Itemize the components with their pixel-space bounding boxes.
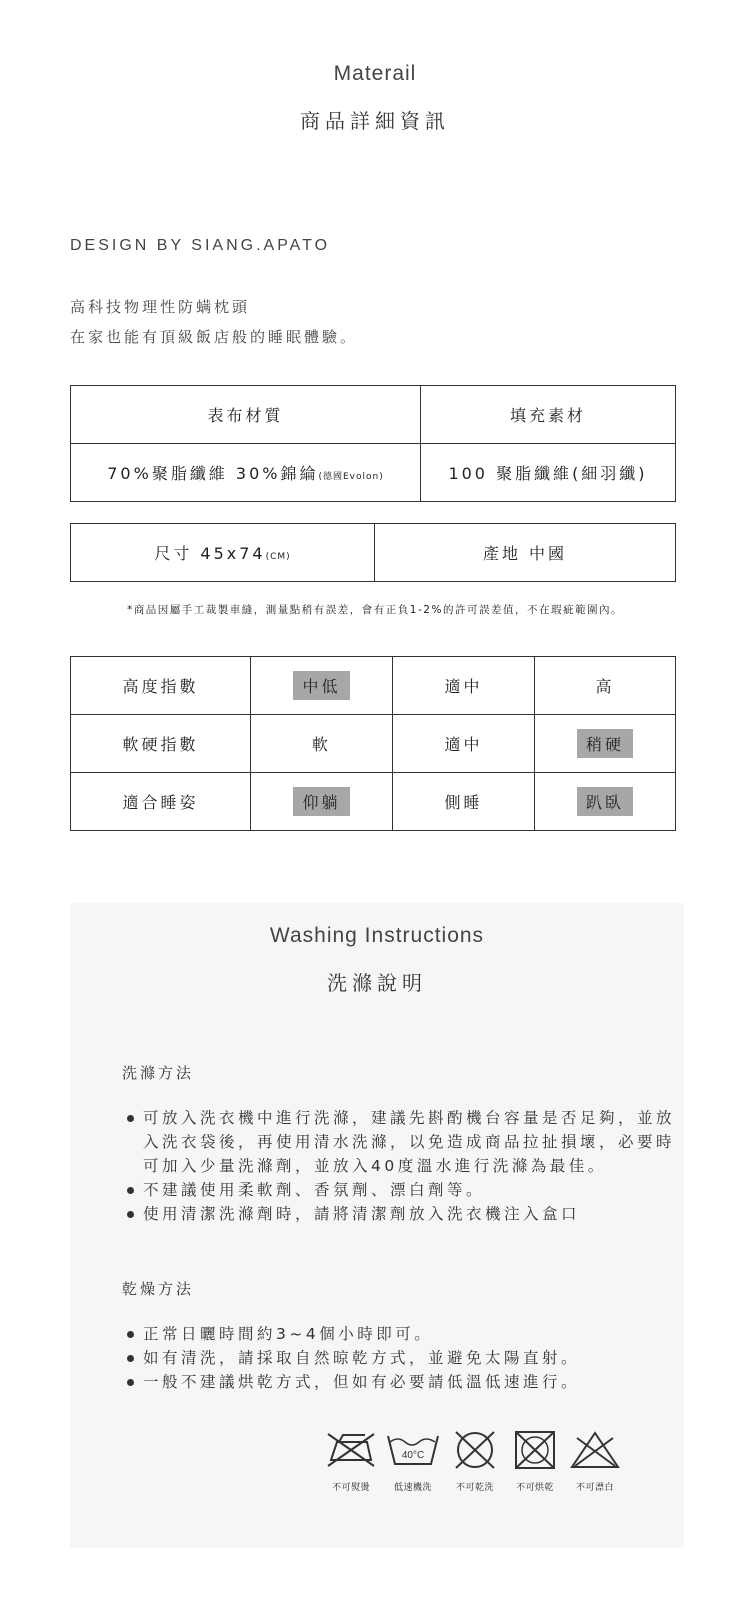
spec-table bbox=[70, 656, 676, 831]
care-item bbox=[566, 1430, 624, 1493]
fabric-value bbox=[71, 444, 421, 502]
fabric-main: 70%聚脂纖維 30%錦綸 bbox=[107, 464, 319, 483]
title-en: Materail bbox=[333, 62, 417, 85]
selected-badge: 中低 bbox=[293, 671, 349, 700]
list-item: 可放入洗衣機中進行洗滌，建議先斟酌機台容量是否足夠，並放入洗衣袋後，再使用清水洗滌，以免造成商品拉扯損壞，必要時可加入少量洗滌劑，並放入40度溫水進行洗滌為最佳。 bbox=[143, 1106, 683, 1178]
filling-value: 100 聚脂纖維(細羽纖) bbox=[421, 444, 676, 502]
selected-badge: 稍硬 bbox=[577, 729, 633, 758]
option-label: 軟 bbox=[311, 735, 331, 754]
washing-title-zh: 洗滌說明 bbox=[327, 971, 427, 995]
list-item: 如有清洗，請採取自然晾乾方式，並避免太陽直射。 bbox=[143, 1346, 683, 1370]
spec-option bbox=[393, 715, 535, 773]
wash-method-heading: 洗滌方法 bbox=[122, 1064, 195, 1082]
option-label: 高 bbox=[595, 677, 615, 696]
intro-text bbox=[70, 292, 358, 352]
care-caption: 不可熨燙 bbox=[331, 1483, 370, 1493]
care-caption: 不可漂白 bbox=[575, 1483, 614, 1493]
care-item bbox=[384, 1430, 442, 1493]
size-table bbox=[70, 523, 676, 582]
spec-row-posture bbox=[71, 773, 676, 831]
spec-label: 軟硬指數 bbox=[71, 715, 251, 773]
care-item bbox=[446, 1430, 504, 1493]
filling-header: 填充素材 bbox=[421, 386, 676, 444]
care-caption: 不可乾洗 bbox=[455, 1483, 494, 1493]
spec-option bbox=[393, 773, 535, 831]
selected-badge: 仰躺 bbox=[293, 787, 349, 816]
no-tumble-dry-icon bbox=[513, 1430, 557, 1470]
tolerance-note: *商品因屬手工裁製車縫，測量點稍有誤差，會有正負1-2%的許可誤差值，不在瑕疵範圍內。 bbox=[127, 604, 623, 616]
spec-option bbox=[251, 657, 393, 715]
option-label: 側睡 bbox=[444, 793, 483, 812]
care-item bbox=[506, 1430, 564, 1493]
washing-title-en: Washing Instructions bbox=[269, 924, 485, 947]
fabric-note: (德國Evolon) bbox=[318, 472, 384, 482]
temp-label: 40°C bbox=[401, 1450, 425, 1461]
care-icons bbox=[322, 1430, 642, 1520]
design-credit: DESIGN BY SIANG.APATO bbox=[70, 237, 331, 254]
care-item bbox=[322, 1430, 380, 1493]
dry-method-list bbox=[123, 1322, 683, 1394]
list-item: 不建議使用柔軟劑、香氛劑、漂白劑等。 bbox=[143, 1178, 683, 1202]
list-item: 使用清潔洗滌劑時，請將清潔劑放入洗衣機注入盒口 bbox=[143, 1202, 683, 1226]
dry-method-heading: 乾燥方法 bbox=[122, 1280, 195, 1298]
spec-row-firmness bbox=[71, 715, 676, 773]
no-bleach-icon bbox=[569, 1430, 621, 1470]
title-zh: 商品詳細資訊 bbox=[300, 109, 450, 133]
spec-label: 高度指數 bbox=[71, 657, 251, 715]
spec-option bbox=[535, 657, 676, 715]
spec-option bbox=[393, 657, 535, 715]
material-table bbox=[70, 385, 676, 502]
intro-line-2: 在家也能有頂級飯店般的睡眠體驗。 bbox=[70, 328, 359, 346]
option-label: 適中 bbox=[444, 677, 483, 696]
intro-line-1: 高科技物理性防螨枕頭 bbox=[70, 298, 251, 316]
selected-badge: 趴臥 bbox=[577, 787, 633, 816]
spec-row-height bbox=[71, 657, 676, 715]
spec-option bbox=[251, 715, 393, 773]
list-item: 正常日曬時間約3~4個小時即可。 bbox=[143, 1322, 683, 1346]
list-item: 一般不建議烘乾方式，但如有必要請低溫低速進行。 bbox=[143, 1370, 683, 1394]
machine-wash-40-icon bbox=[385, 1430, 441, 1470]
spec-option bbox=[535, 773, 676, 831]
size-cell bbox=[71, 524, 375, 582]
spec-option bbox=[251, 773, 393, 831]
size-unit: (CM) bbox=[265, 552, 291, 562]
no-dry-clean-icon bbox=[451, 1430, 499, 1470]
origin-cell: 產地 中國 bbox=[375, 524, 676, 582]
spec-option bbox=[535, 715, 676, 773]
care-caption: 低速機洗 bbox=[393, 1483, 432, 1493]
wash-method-list bbox=[123, 1106, 683, 1226]
spec-label: 適合睡姿 bbox=[71, 773, 251, 831]
option-label: 適中 bbox=[444, 735, 483, 754]
fabric-header: 表布材質 bbox=[71, 386, 421, 444]
care-caption: 不可烘乾 bbox=[515, 1483, 554, 1493]
size-label: 尺寸 45x74 bbox=[154, 544, 266, 563]
no-iron-icon bbox=[325, 1430, 377, 1470]
